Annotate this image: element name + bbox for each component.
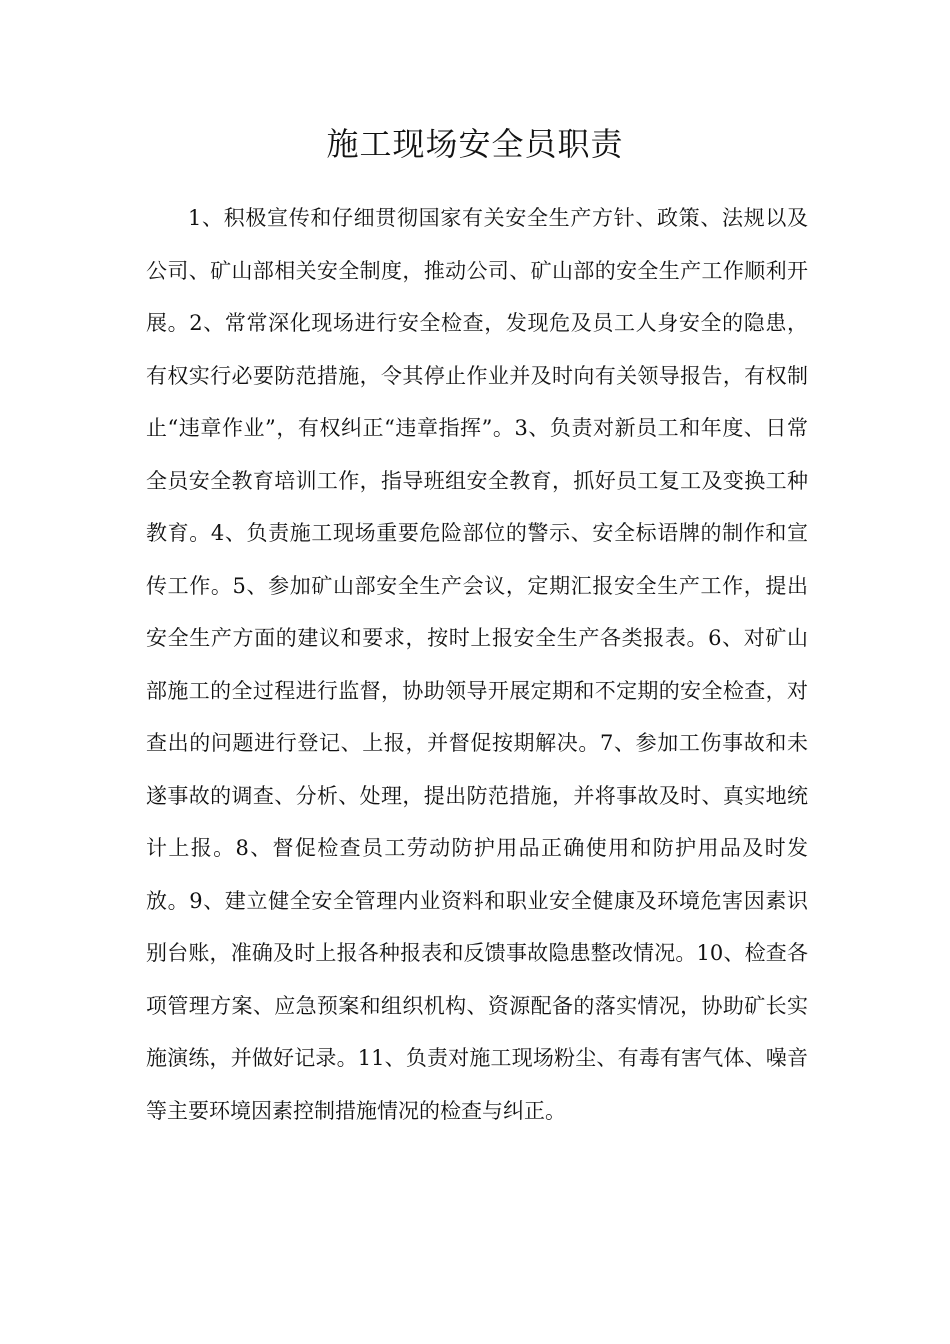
document-title: 施工现场安全员职责 xyxy=(326,125,624,163)
document-body-paragraph: 1、积极宣传和仔细贯彻国家有关安全生产方针、政策、法规以及公司、矿山部相关安全制度，推动公司、矿山部的安全生产工作顺利开展。2、常常深化现场进行安全检查，发现危及员工人身安全的隐患，有权实行必要防范措施，令其停止作业并及时向有关领导报告，有权制止“违章作业”，有权纠正“违章指挥”。3、负责对新员工和年度、日常全员安全教育培训工作，指导班组安全教育，抓好员工复工及变换工种教育。4、负责施工现场重要危险部位的警示、安全标语牌的制作和宣传工作。5、参加矿山部安全生产会议，定期汇报安全生产工作，提出安全生产方面的建议和要求，按时上报安全生产各类报表。6、对矿山部施工的全过程进行监督，协助领导开展定期和不定期的安全检查，对查出的问题进行登记、上报，并督促按期解决。7、参加工伤事故和未遂事故的调查、分析、处理，提出防范措施，并将事故及时、真实地统计上报。8、督促检查员工劳动防护用品正确使用和防护用品及时发放。9、建立健全安全管理内业资料和职业安全健康及环境危害因素识别台账，准确及时上报各种报表和反馈事故隐患整改情况。10、检查各项管理方案、应急预案和组织机构、资源配备的落实情况，协助矿长实施演练，并做好记录。11、负责对施工现场粉尘、有毒有害气体、噪音等主要环境因素控制措施情况的检查与纠正。 xyxy=(146,206,808,1123)
